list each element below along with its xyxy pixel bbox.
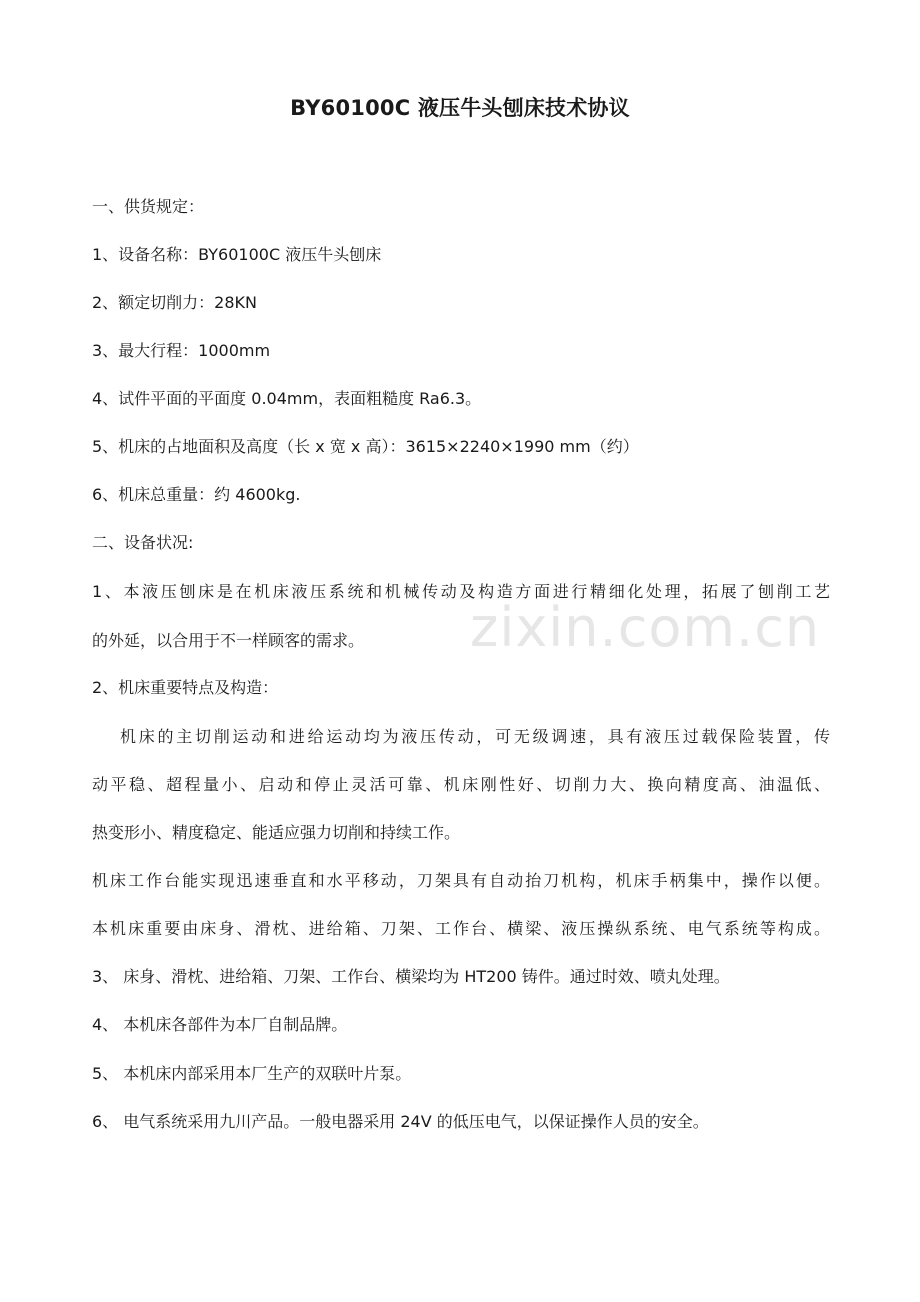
spec-item-equipment-name: 1、设备名称：BY60100C 液压牛头刨床 <box>92 245 382 264</box>
paragraph-line: 动平稳、超程量小、启动和停止灵活可靠、机床刚性好、切削力大、换向精度高、油温低、 <box>92 775 830 794</box>
spec-item-weight: 6、机床总重量：约 4600kg. <box>92 485 301 504</box>
subheading-features: 2、机床重要特点及构造： <box>92 678 279 697</box>
spec-item-rated-cutting-force: 2、额定切削力：28KN <box>92 293 258 312</box>
section-heading-supply: 一、供货规定： <box>92 197 205 216</box>
document-title: BY60100C 液压牛头刨床技术协议 <box>290 96 630 120</box>
paragraph-line: 机床的主切削运动和进给运动均为液压传动，可无级调速，具有液压过载保险装置，传 <box>120 727 830 746</box>
paragraph-line: 机床工作台能实现迅速垂直和水平移动，刀架具有自动抬刀机构，机床手柄集中，操作以便。 <box>92 871 830 890</box>
spec-item-flatness: 4、试件平面的平面度 0.04mm，表面粗糙度 Ra6.3。 <box>92 389 482 408</box>
paragraph-line: 本机床重要由床身、滑枕、进给箱、刀架、工作台、横梁、液压操纵系统、电气系统等构成。 <box>92 919 830 938</box>
list-item: 4、 本机床各部件为本厂自制品牌。 <box>92 1015 348 1034</box>
section-heading-condition: 二、设备状况: <box>92 533 194 552</box>
spec-item-max-stroke: 3、最大行程：1000mm <box>92 341 271 360</box>
list-item: 3、 床身、滑枕、进给箱、刀架、工作台、横梁均为 HT200 铸件。通过时效、喷丸处理。 <box>92 967 730 986</box>
watermark: zixin.com.cn <box>470 596 821 659</box>
spec-item-footprint: 5、机床的占地面积及高度（长 x 宽 x 高）：3615×2240×1990 mm（约） <box>92 437 639 456</box>
list-item: 5、 本机床内部采用本厂生产的双联叶片泵。 <box>92 1064 412 1083</box>
list-item: 6、 电气系统采用九川产品。一般电器采用 24V 的低压电气，以保证操作人员的安全。 <box>92 1112 709 1131</box>
paragraph-line: 1、本液压刨床是在机床液压系统和机械传动及构造方面进行精细化处理，拓展了刨削工艺 <box>92 582 830 601</box>
paragraph-line: 的外延，以合用于不一样顾客的需求。 <box>92 631 365 650</box>
paragraph-line: 热变形小、精度稳定、能适应强力切削和持续工作。 <box>92 823 461 842</box>
